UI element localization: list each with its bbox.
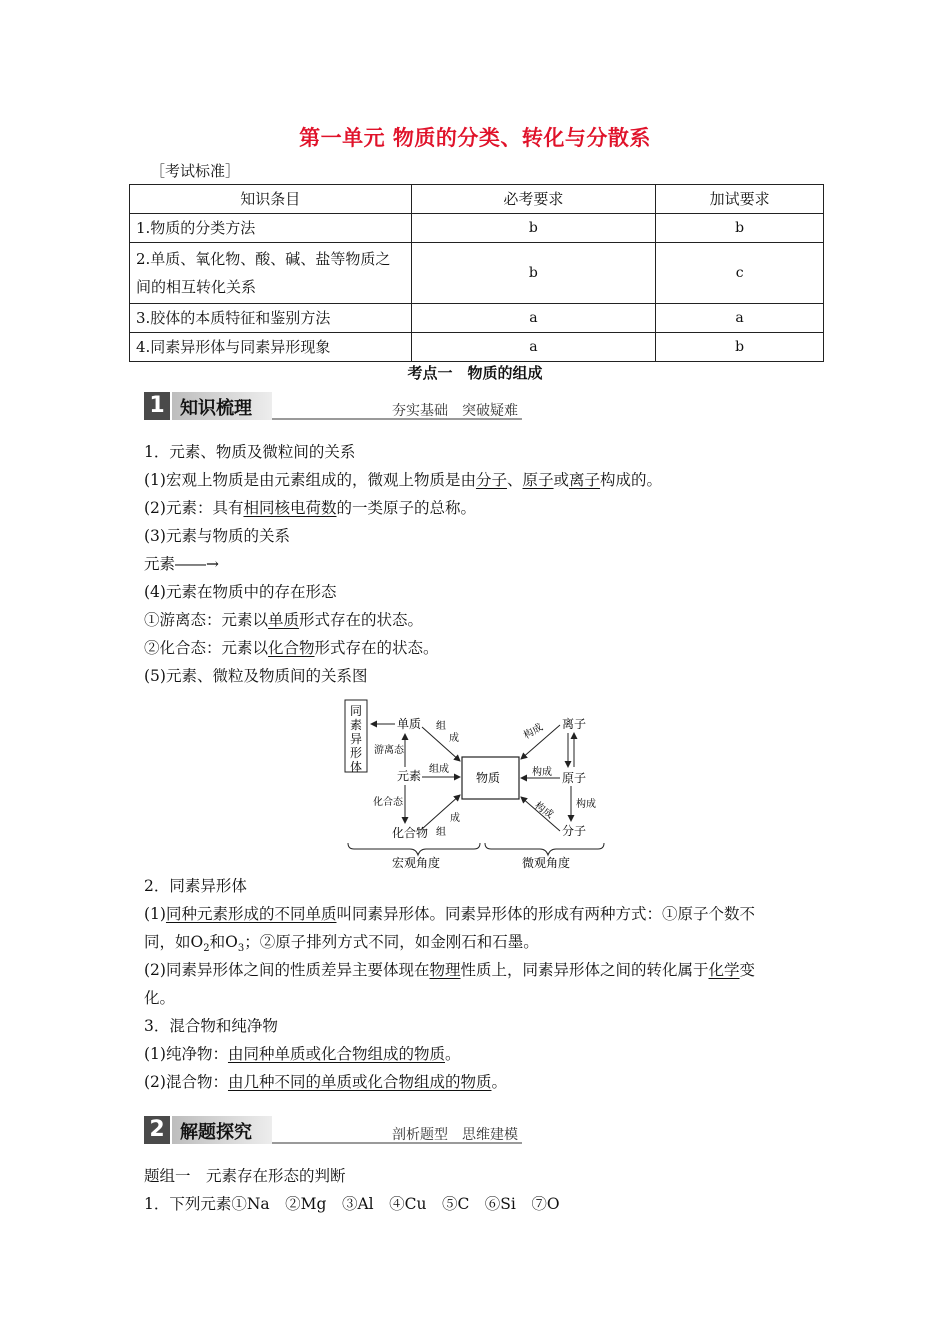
paragraph: (4)元素在物质中的存在形态 <box>144 583 337 601</box>
paragraph: ①游离态：元素以单质形式存在的状态。 <box>144 611 424 629</box>
required-cell: b <box>411 214 656 243</box>
section-tag: 夯实基础 突破疑难 <box>392 403 518 419</box>
heading-2: 2．同素异形体 <box>144 877 247 895</box>
allotrope-label <box>350 704 366 774</box>
molecule-label: 分子 <box>562 824 587 838</box>
goucheng-label: 构成 <box>522 722 545 742</box>
allotrope-char: 形 <box>350 746 363 760</box>
extra-cell: a <box>656 304 824 333</box>
required-cell: a <box>411 333 656 362</box>
combined-state-label: 化合态 <box>373 797 403 808</box>
atom-label: 原子 <box>562 771 587 785</box>
section-name: 解题探究 <box>180 1122 252 1143</box>
paragraph: (1)纯净物：由同种单质或化合物组成的物质。 <box>144 1045 461 1063</box>
exam-standard-label: ［考试标准］ <box>150 162 241 180</box>
macro-label: 宏观角度 <box>392 856 441 870</box>
section-number: 2 <box>144 1116 170 1144</box>
item-cell: 2.单质、氧化物、酸、碱、盐等物质之间的相互转化关系 <box>130 243 412 304</box>
extra-cell: c <box>656 243 824 304</box>
paragraph: (3)元素与物质的关系 <box>144 527 290 545</box>
header-cell: 知识条目 <box>130 185 412 214</box>
section-number: 1 <box>144 392 170 420</box>
paragraph: (5)元素、微粒及物质间的关系图 <box>144 667 368 685</box>
relationship-diagram <box>340 695 610 870</box>
zu-label: 组 <box>436 827 446 838</box>
allotrope-char: 异 <box>350 732 363 746</box>
allotrope-char: 素 <box>350 718 363 732</box>
paragraph: (1)同种元素形成的不同单质叫同素异形体。同素异形体的形成有两种方式：①原子个数不 同，如$O_2$和$O_3$；②原子排列方式不同，如金刚石和石墨。 <box>144 905 755 955</box>
paragraph: 元素――→ <box>144 555 219 573</box>
heading-3: 3．混合物和纯净物 <box>144 1017 278 1035</box>
goucheng-label: 构成 <box>532 767 552 778</box>
header-cell: 加试要求 <box>656 185 824 214</box>
header-cell: 必考要求 <box>411 185 656 214</box>
ion-label: 离子 <box>562 717 587 731</box>
element-label: 元素 <box>397 769 422 783</box>
allotrope-char: 体 <box>350 760 363 774</box>
paragraph: (2)混合物：由几种不同的单质或化合物组成的物质。 <box>144 1073 507 1091</box>
section-knowledge-header <box>144 392 524 422</box>
table-header-row <box>130 185 824 214</box>
micro-brace <box>485 843 604 855</box>
item-cell: 4.同素异形体与同素异形现象 <box>130 333 412 362</box>
cheng-label: 成 <box>450 813 460 824</box>
zucheng-label: 组成 <box>429 764 449 775</box>
compound-label: 化合物 <box>392 826 429 840</box>
paragraph: (1)宏观上物质是由元素组成的，微观上物质是由分子、原子或离子构成的。 <box>144 471 663 489</box>
paragraph: (2)同素异形体之间的性质差异主要体现在物理性质上，同素异形体之间的转化属于化学变 化。 <box>144 961 756 1007</box>
macro-brace <box>348 843 480 855</box>
required-cell: a <box>411 304 656 333</box>
item-cell: 1.物质的分类方法 <box>130 214 412 243</box>
table-row <box>130 333 824 362</box>
section-practice-header <box>144 1116 524 1146</box>
section-name: 知识梳理 <box>180 398 252 419</box>
paragraph: ②化合态：元素以化合物形式存在的状态。 <box>144 639 439 657</box>
question-group-title: 题组一 元素存在形态的判断 <box>144 1167 346 1185</box>
page-title: 第一单元 物质的分类、转化与分散系 <box>299 126 651 150</box>
table-row <box>130 214 824 243</box>
zu-label: 组 <box>436 721 446 732</box>
heading-1: 1．元素、物质及微粒间的关系 <box>144 443 356 461</box>
goucheng-label: 构成 <box>532 800 555 821</box>
kaodian-title: 考点一 物质的组成 <box>407 364 543 382</box>
extra-cell: b <box>656 214 824 243</box>
paragraph: (2)元素：具有相同核电荷数的一类原子的总称。 <box>144 499 476 517</box>
section-tag: 剖析题型 思维建模 <box>392 1127 518 1143</box>
required-cell: b <box>411 243 656 304</box>
exam-standard-table <box>129 184 824 362</box>
table-row <box>130 304 824 333</box>
substance-label: 物质 <box>476 771 501 785</box>
extra-cell: b <box>656 333 824 362</box>
allotrope-char: 同 <box>350 704 363 718</box>
question-1: 1．下列元素①Na ②Mg ③Al ④Cu ⑤C ⑥Si ⑦O <box>144 1195 560 1213</box>
cheng-label: 成 <box>449 733 459 744</box>
goucheng-label: 构成 <box>576 799 596 810</box>
simple-label: 单质 <box>397 717 422 731</box>
item-cell: 3.胶体的本质特征和鉴别方法 <box>130 304 412 333</box>
micro-label: 微观角度 <box>522 856 571 870</box>
free-state-label: 游离态 <box>374 745 404 756</box>
table-row <box>130 243 824 304</box>
